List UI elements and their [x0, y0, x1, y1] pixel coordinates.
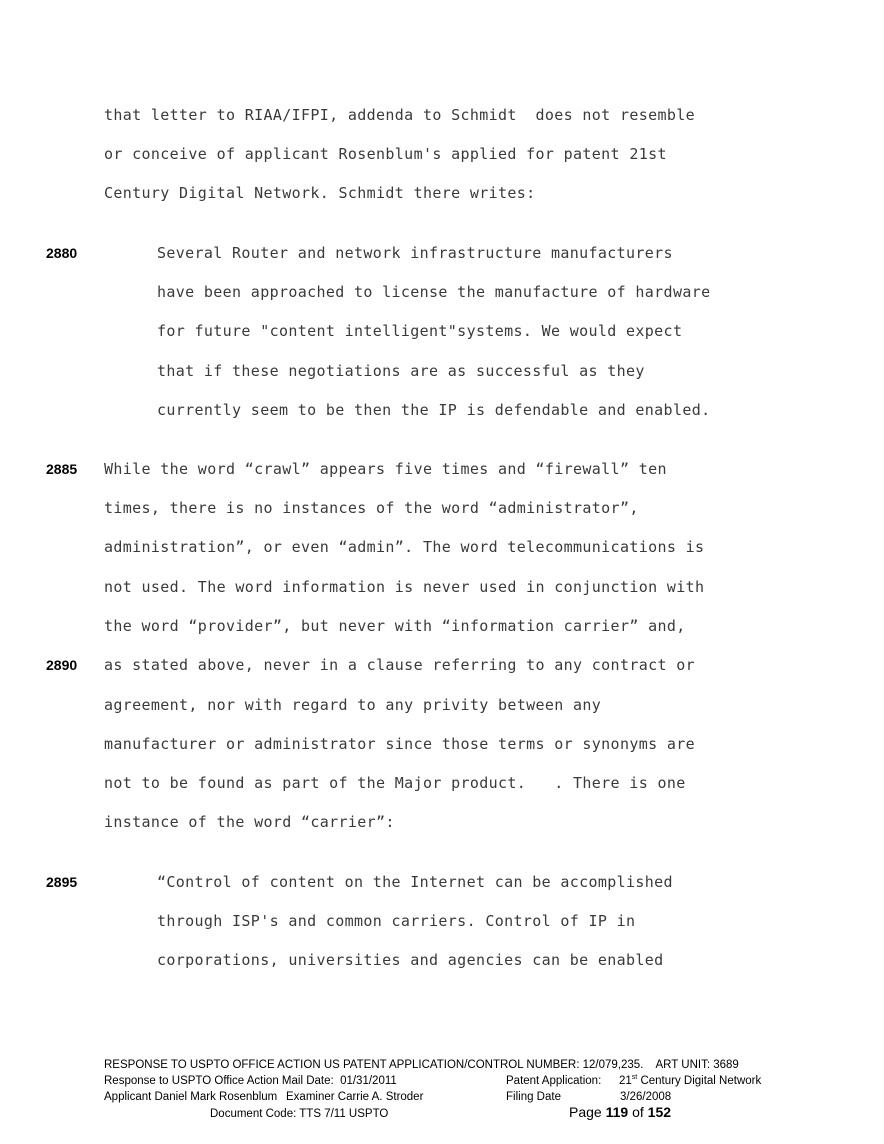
text-line: manufacturer or administrator since those terms or synonyms are [104, 735, 695, 753]
page-label: Page [569, 1104, 606, 1120]
text-line: instance of the word “carrier”: [104, 813, 395, 831]
quote-line: for future "content intelligent"systems. We would expect [157, 322, 683, 340]
quote-line: currently seem to be then the IP is defendable and enabled. [157, 401, 711, 419]
footer-examiner: Examiner Carrie A. Stroder [286, 1091, 424, 1103]
quote-line: corporations, universities and agencies can be enabled [157, 951, 664, 969]
text-line: that letter to RIAA/IFPI, addenda to Schmidt does not resemble [104, 106, 695, 124]
text-line: the word “provider”, but never with “information carrier” and, [104, 617, 686, 635]
text-line: agreement, nor with regard to any privity between any [104, 696, 602, 714]
footer-applicant: Applicant Daniel Mark Rosenblum [104, 1091, 278, 1103]
text-line: times, there is no instances of the word “administrator”, [104, 499, 639, 517]
quote-line: that if these negotiations are as successful as they [157, 362, 645, 380]
text-line: administration”, or even “admin”. The word telecommunications is [104, 538, 705, 556]
page-current: 119 [605, 1104, 629, 1120]
footer-patent-app [619, 1074, 761, 1088]
footer-line-1: RESPONSE TO USPTO OFFICE ACTION US PATENT APPLICATION/CONTROL NUMBER: 12/079,235. ART UNIT: 3689 [104, 1059, 739, 1071]
text-line: Century Digital Network. Schmidt there writes: [104, 184, 536, 202]
line-number: 2880 [46, 245, 78, 261]
quote-line: “Control of content on the Internet can be accomplished [157, 873, 673, 891]
footer-patent-app-label: Patent Application: [506, 1075, 602, 1087]
text-line: While the word “crawl” appears five times and “firewall” ten [104, 460, 667, 478]
page-total: 152 [647, 1104, 672, 1120]
footer-patent-app-suffix: st [631, 1074, 638, 1082]
footer-doc-code: Document Code: TTS 7/11 USPTO [210, 1108, 389, 1120]
line-number: 2890 [46, 657, 78, 673]
footer-patent-app-num: 21 [619, 1075, 632, 1087]
footer-mail-date: Response to USPTO Office Action Mail Date: 01/31/2011 [104, 1075, 397, 1087]
line-number: 2885 [46, 461, 78, 477]
page-of: of [628, 1104, 648, 1120]
quote-line: Several Router and network infrastructure manufacturers [157, 244, 673, 262]
line-number: 2895 [46, 874, 78, 890]
text-line: not used. The word information is never used in conjunction with [104, 578, 705, 596]
footer-patent-app-title: Century Digital Network [637, 1075, 762, 1087]
text-line: not to be found as part of the Major product. . There is one [104, 774, 686, 792]
quote-line: through ISP's and common carriers. Control of IP in [157, 912, 636, 930]
text-line: as stated above, never in a clause referring to any contract or [104, 656, 695, 674]
quote-line: have been approached to license the manufacture of hardware [157, 283, 711, 301]
footer-filing-label: Filing Date [506, 1091, 561, 1103]
footer-filing-date: 3/26/2008 [620, 1091, 672, 1103]
text-line: or conceive of applicant Rosenblum's applied for patent 21st [104, 145, 667, 163]
footer-page-number [569, 1105, 671, 1119]
